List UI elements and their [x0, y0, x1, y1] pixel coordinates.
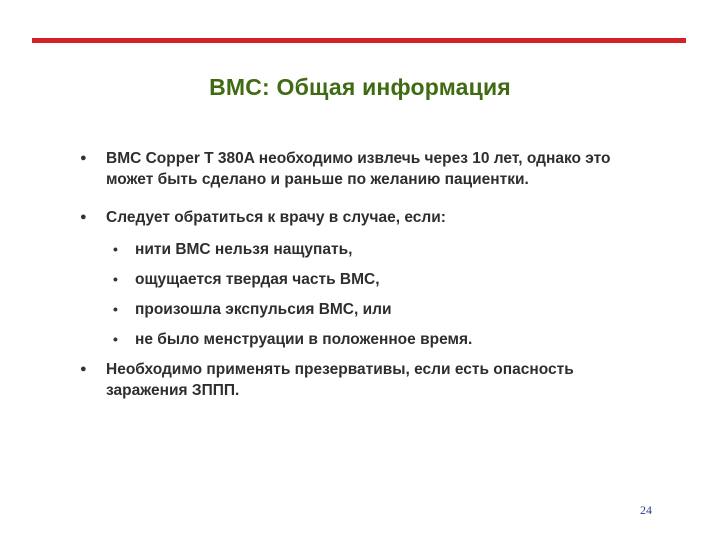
- sub-list-item: [80, 239, 640, 260]
- bullet-icon: ●: [80, 211, 87, 223]
- sub-bullet-list: [80, 239, 640, 350]
- bullet-icon: ●: [80, 152, 87, 164]
- sub-list-item: [80, 299, 640, 320]
- list-item: [80, 148, 640, 190]
- sub-list-item-text: ощущается твердая часть ВМС,: [135, 271, 380, 288]
- bullet-list: [80, 148, 640, 418]
- sub-list-item-text: не было менструации в положенное время.: [135, 331, 473, 348]
- sub-list-item: [80, 269, 640, 290]
- list-item-text: ВМС Copper T 380A необходимо извлечь через 10 лет, однако это может быть сделано и раньше по желанию пациентки.: [106, 150, 611, 188]
- sub-bullet-icon: •: [113, 271, 118, 287]
- sub-bullet-icon: •: [113, 301, 118, 317]
- sub-bullet-icon: •: [113, 331, 118, 347]
- bullet-icon: ●: [80, 363, 87, 375]
- sub-list-item-text: произошла экспульсия ВМС, или: [135, 301, 392, 318]
- list-item: [80, 207, 640, 228]
- slide-title: ВМС: Общая информация: [209, 74, 511, 100]
- sub-list-item-text: нити ВМС нельзя нащупать,: [135, 241, 353, 258]
- sub-list-item: [80, 329, 640, 350]
- sub-bullet-icon: •: [113, 241, 118, 257]
- top-accent-rule: [32, 38, 686, 43]
- list-item-text: Следует обратиться к врачу в случае, если:: [106, 209, 446, 226]
- list-item: [80, 359, 640, 401]
- page-number: 24: [640, 503, 652, 517]
- list-item-text: Необходимо применять презервативы, если есть опасность заражения ЗППП.: [106, 361, 574, 399]
